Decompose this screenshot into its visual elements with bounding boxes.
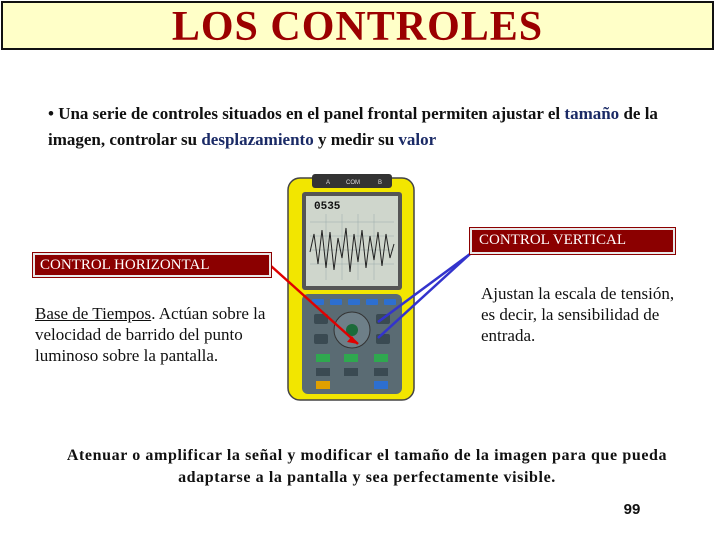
bullet: • <box>48 104 54 123</box>
page-number: 99 <box>623 501 641 518</box>
summary-text: Atenuar o amplificar la señal y modificar el tamaño de la imagen para que pueda adaptarse a la pantalla y sea perfectamente visible. <box>66 447 668 486</box>
screen-readout: 0535 <box>314 201 341 213</box>
connector-a: A <box>326 180 331 186</box>
connector-b: B <box>378 180 383 186</box>
intro-highlight-displacement: desplazamiento <box>201 130 314 149</box>
horizontal-control-label: CONTROL HORIZONTAL <box>33 253 271 277</box>
page-title: LOS CONTROLES <box>171 4 544 50</box>
intro-highlight-value: valor <box>398 130 437 149</box>
blue-arrow-2 <box>378 254 470 338</box>
horizontal-description-text: . Actúan sobre la velocidad de barrido del punto luminoso sobre la pantalla. <box>35 304 266 365</box>
intro-text-1: Una serie de controles situados en el panel frontal permiten ajustar el <box>58 104 561 123</box>
vertical-control-label: CONTROL VERTICAL <box>470 228 675 254</box>
intro-text-2: de la imagen, controlar su <box>48 104 658 149</box>
intro-highlight-size: tamaño <box>564 104 620 123</box>
horizontal-description <box>35 303 270 366</box>
red-arrow <box>271 266 358 344</box>
blue-arrow-1 <box>378 254 470 322</box>
time-base-term: Base de Tiempos <box>35 304 152 323</box>
vertical-description: Ajustan la escala de tensión, es decir, la sensibilidad de entrada. <box>481 284 675 345</box>
connector-com: COM <box>346 180 360 186</box>
intro-text-3: y medir su <box>317 130 395 149</box>
